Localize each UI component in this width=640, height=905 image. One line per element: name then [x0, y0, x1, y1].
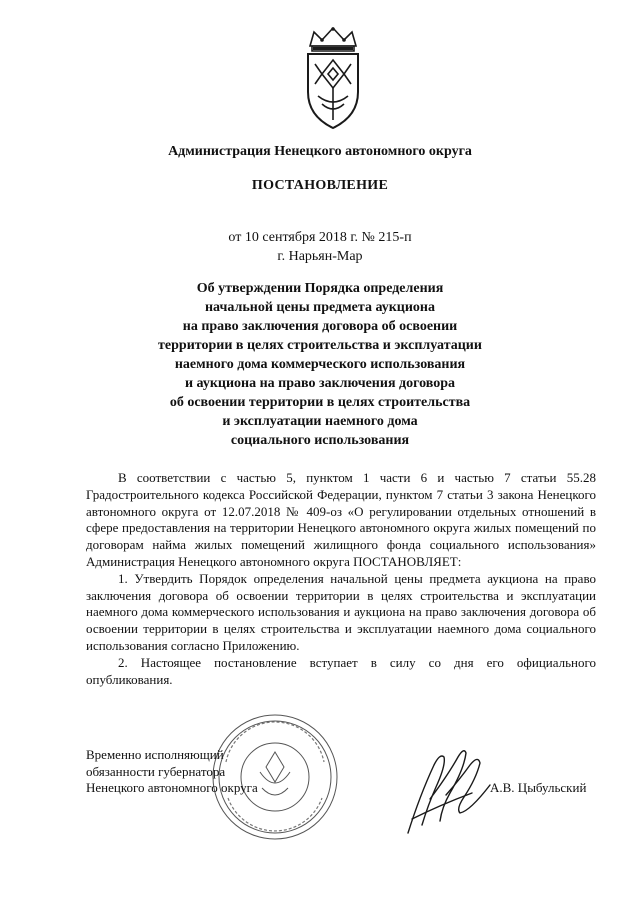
signatory-position: [86, 747, 258, 797]
title-line: наемного дома коммерческого использования: [174, 357, 466, 372]
document-place: г. Нарьян-Мар: [277, 249, 363, 264]
signatory-position-line: обязанности губернатора: [86, 763, 226, 779]
title-line: и аукциона на право заключения договора: [184, 376, 456, 391]
document-body: [86, 470, 596, 688]
body-paragraph-item-1: 1. Утвердить Порядок определения начальной цены предмета аукциона на право заключения договора об освоении территории в целях строительства и эксплуатации наемного дома коммерческого использования и аукциона на право заключения договора об освоении территории в целях строительства и эксплуатации наемного дома социального использования согласно Приложению.: [86, 570, 596, 653]
title-line: на право заключения договора об освоении: [182, 319, 458, 334]
nao-coat-of-arms-icon: [300, 24, 366, 132]
document-title: [0, 279, 640, 450]
signatory-name: А.В. Цыбульский: [490, 780, 587, 795]
handwritten-signature-icon: [400, 735, 500, 840]
body-paragraph-preamble: В соответствии с частью 5, пунктом 1 части 6 и частью 7 статьи 55.28 Градостроительного кодекса Российской Федерации, пунктом 7 статьи 3 закона Ненецкого автономного округа от 12.07.2018 № 409-оз «О регулировании отдельных отношений в сфере предоставления на территории Ненецкого автономного округа жилых помещений по договорам найма жилых помещений жилищного фонда социального использования» Администрация Ненецкого автономного округа ПОСТАНОВЛЯЕТ:: [86, 470, 596, 569]
title-line: и эксплуатации наемного дома: [222, 414, 418, 429]
title-line: об освоении территории в целях строительства: [169, 395, 471, 410]
title-line: социального использования: [230, 433, 410, 448]
body-paragraph-item-2: 2. Настоящее постановление вступает в силу со дня его официального опубликования.: [86, 654, 596, 687]
signatory-position-line: Ненецкого автономного округа: [86, 780, 258, 795]
signatory-position-line: Временно исполняющий: [86, 747, 224, 762]
document-date-number: от 10 сентября 2018 г. № 215-п: [228, 230, 412, 245]
organization-name: Администрация Ненецкого автономного округа: [168, 144, 472, 159]
title-line: Об утверждении Порядка определения: [196, 281, 444, 296]
title-line: начальной цены предмета аукциона: [204, 300, 435, 315]
document-type: ПОСТАНОВЛЕНИЕ: [251, 178, 389, 193]
title-line: территории в целях строительства и эксплуатации: [158, 338, 482, 353]
